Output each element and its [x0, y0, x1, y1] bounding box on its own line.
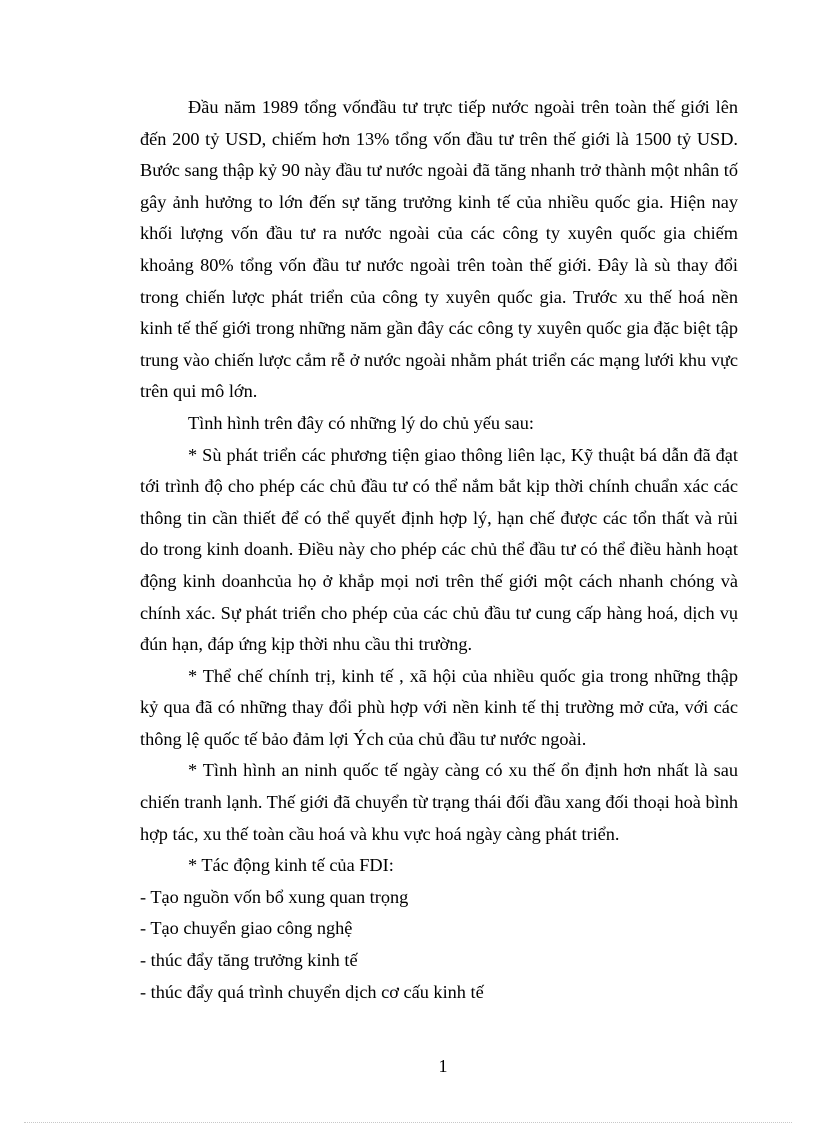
paragraph-reasons-intro: Tình hình trên đây có những lý do chủ yếu sau: [188, 412, 535, 433]
list-item: - Tạo nguồn vốn bổ xung quan trọng [140, 886, 409, 907]
paragraph-reason-institutions: * Thể chế chính trị, kinh tế , xã hội của nhiều quốc gia trong những thập kỷ qua đã có những thay đổi phù hợp với nền kinh tế thị trường mở cửa, với các thông lệ quốc tế bảo đảm lợi Ých của chủ đầu tư nước ngoài. [140, 665, 738, 749]
paragraph-fdi-impact-heading: * Tác động kinh tế của FDI: [188, 855, 394, 876]
list-item: - Tạo chuyển giao công nghệ [140, 918, 353, 939]
list-item: - thúc đẩy tăng trưởng kinh tế [140, 950, 358, 971]
document-body [140, 92, 738, 1008]
list-item: - thúc đẩy quá trình chuyển dịch cơ cấu kinh tế [140, 981, 484, 1002]
paragraph-fdi-overview: Đầu năm 1989 tổng vốnđầu tư trực tiếp nước ngoài trên toàn thế giới lên đến 200 tỷ USD, chiếm hơn 13% tổng vốn đầu tư trên thế giới là 1500 tỷ USD. Bước sang thập kỷ 90 này đầu tư nước ngoài đã tăng nhanh trở thành một nhân tố gây ảnh hưởng to lớn đến sự tăng trưởng kinh tế của nhiều quốc gia. Hiện nay khối lượng vốn đầu tư ra nước ngoài của các công ty xuyên quốc gia chiếm khoảng 80% tổng vốn đầu tư nước ngoài trên toàn thế giới. Đây là sù thay đổi trong chiến lược phát triển của công ty xuyên quốc gia. Trước xu thế hoá nền kinh tế thế giới trong những năm gần đây các công ty xuyên quốc gia đặc biệt tập trung vào chiến lược cắm rễ ở nước ngoài nhằm phát triển các mạng lưới khu vực trên qui mô lớn. [140, 97, 738, 402]
page-number: 1 [438, 1056, 448, 1076]
paragraph-reason-security: * Tình hình an ninh quốc tế ngày càng có xu thế ổn định hơn nhất là sau chiến tranh lạnh. Thế giới đã chuyển từ trạng thái đối đầu xang đối thoại hoà bình hợp tác, xu thế toàn cầu hoá và khu vực hoá ngày càng phát triển. [140, 760, 738, 844]
fdi-impact-list [140, 882, 738, 1008]
paragraph-reason-communications: * Sù phát triển các phương tiện giao thông liên lạc, Kỹ thuật bá dẫn đã đạt tới trình độ cho phép các chủ đầu tư có thể nắm bắt kịp thời chính chuẩn xác các thông tin cần thiết để có thể quyết định hợp lý, hạn chế được các tổn thất và rủi do trong kinh doanh. Điều này cho phép các chủ thể đầu tư có thể điều hành hoạt động kinh doanhcủa họ ở khắp mọi nơi trên thế giới một cách nhanh chóng và chính xác. Sự phát triển cho phép của các chủ đầu tư cung cấp hàng hoá, dịch vụ đún hạn, đáp ứng kịp thời nhu cầu thi trường. [140, 444, 738, 655]
